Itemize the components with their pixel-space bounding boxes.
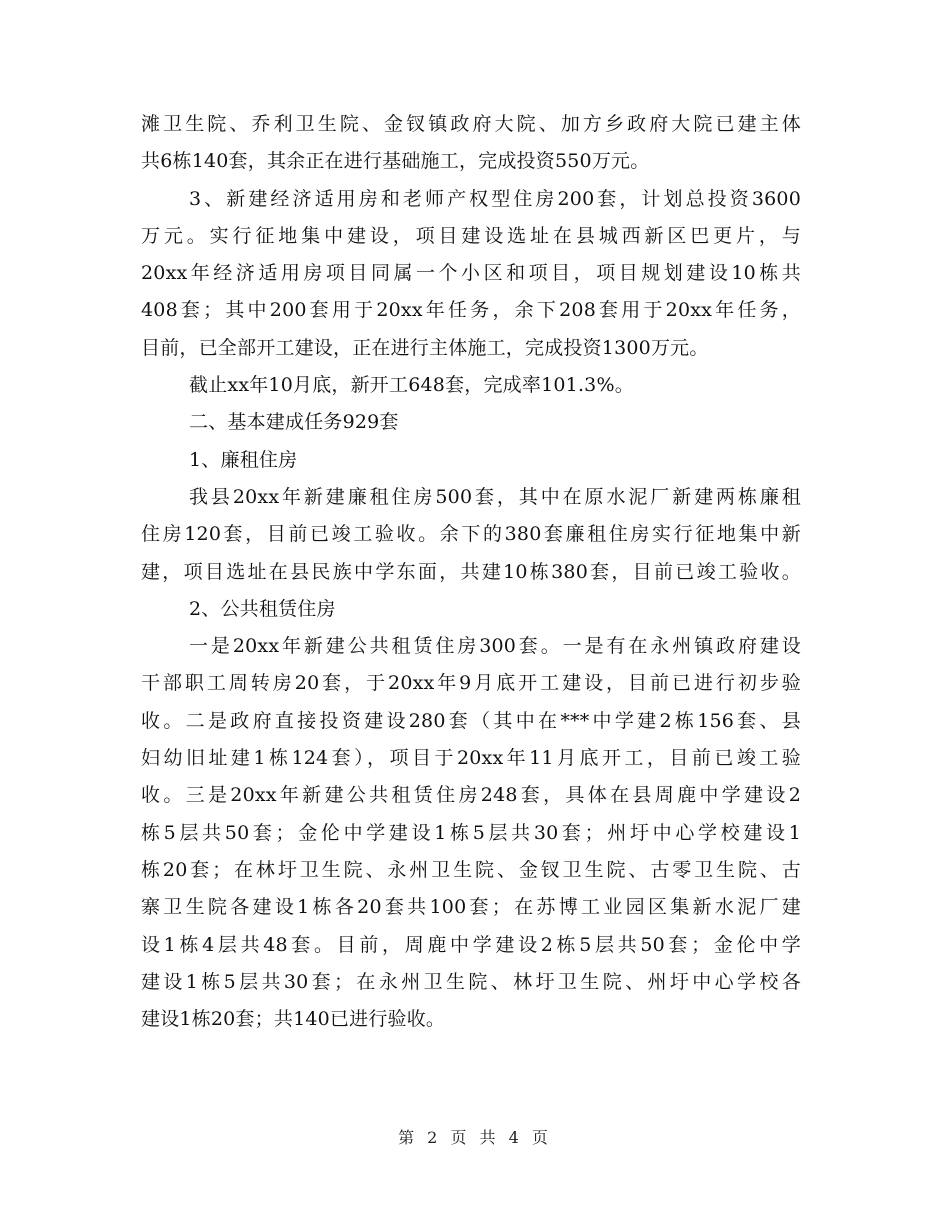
- text-line: 寨卫生院各建设1栋各20套共100套；在苏博工业园区集新水泥厂建: [141, 896, 801, 919]
- text-line: 20xx年经济适用房项目同属一个小区和项目，项目规划建设10栋共: [141, 262, 801, 285]
- text-line: 一是20xx年新建公共租赁住房300套。一是有在永州镇政府建设: [189, 635, 801, 658]
- text-line: 我县20xx年新建廉租住房500套，其中在原水泥厂新建两栋廉租: [189, 485, 801, 508]
- text-line: 住房120套，目前已竣工验收。余下的380套廉租住房实行征地集中新: [141, 523, 801, 546]
- subsection-heading: 1、廉租住房: [189, 448, 298, 471]
- text-line: 共6栋140套，其余正在进行基础施工，完成投资550万元。: [141, 150, 650, 173]
- text-line: 建，项目选址在县民族中学东面，共建10栋380套，目前已竣工验收。: [141, 560, 801, 583]
- text-line: 收。三是20xx年新建公共租赁住房248套，具体在县周鹿中学建设2: [141, 784, 801, 807]
- section-heading: 二、基本建成任务929套: [189, 411, 399, 434]
- text-line: 3、新建经济适用房和老师产权型住房200套，计划总投资3600: [189, 187, 801, 210]
- body-text: [141, 106, 801, 1038]
- text-line: 目前，已全部开工建设，正在进行主体施工，完成投资1300万元。: [141, 336, 709, 359]
- text-line: 截止xx年10月底，新开工648套，完成率101.3%。: [189, 374, 634, 397]
- text-line: 收。二是政府直接投资建设280套（其中在***中学建2栋156套、县: [141, 709, 801, 732]
- text-line: 干部职工周转房20套，于20xx年9月底开工建设，目前已进行初步验: [141, 672, 801, 695]
- text-line: 栋20套；在林圩卫生院、永州卫生院、金钗卫生院、古零卫生院、古: [141, 858, 801, 881]
- text-line: 建设1栋20套；共140已进行验收。: [141, 1008, 446, 1031]
- page-footer: 第 2 页 共 4 页: [398, 1128, 552, 1147]
- text-line: 栋5层共50套；金伦中学建设1栋5层共30套；州圩中心学校建设1: [141, 821, 801, 844]
- text-line: 滩卫生院、乔利卫生院、金钗镇政府大院、加方乡政府大院已建主体: [141, 113, 801, 135]
- text-line: 408套；其中200套用于20xx年任务，余下208套用于20xx年任务，: [141, 299, 801, 322]
- text-line: 设1栋4层共48套。目前，周鹿中学建设2栋5层共50套；金伦中学: [141, 933, 801, 956]
- text-line: 建设1栋5层共30套；在永州卫生院、林圩卫生院、州圩中心学校各: [141, 970, 801, 993]
- subsection-heading: 2、公共租赁住房: [189, 597, 336, 620]
- text-line: 万元。实行征地集中建设，项目建设选址在县城西新区巴更片，与: [141, 224, 801, 247]
- text-line: 妇幼旧址建1栋124套），项目于20xx年11月底开工，目前已竣工验: [141, 747, 801, 770]
